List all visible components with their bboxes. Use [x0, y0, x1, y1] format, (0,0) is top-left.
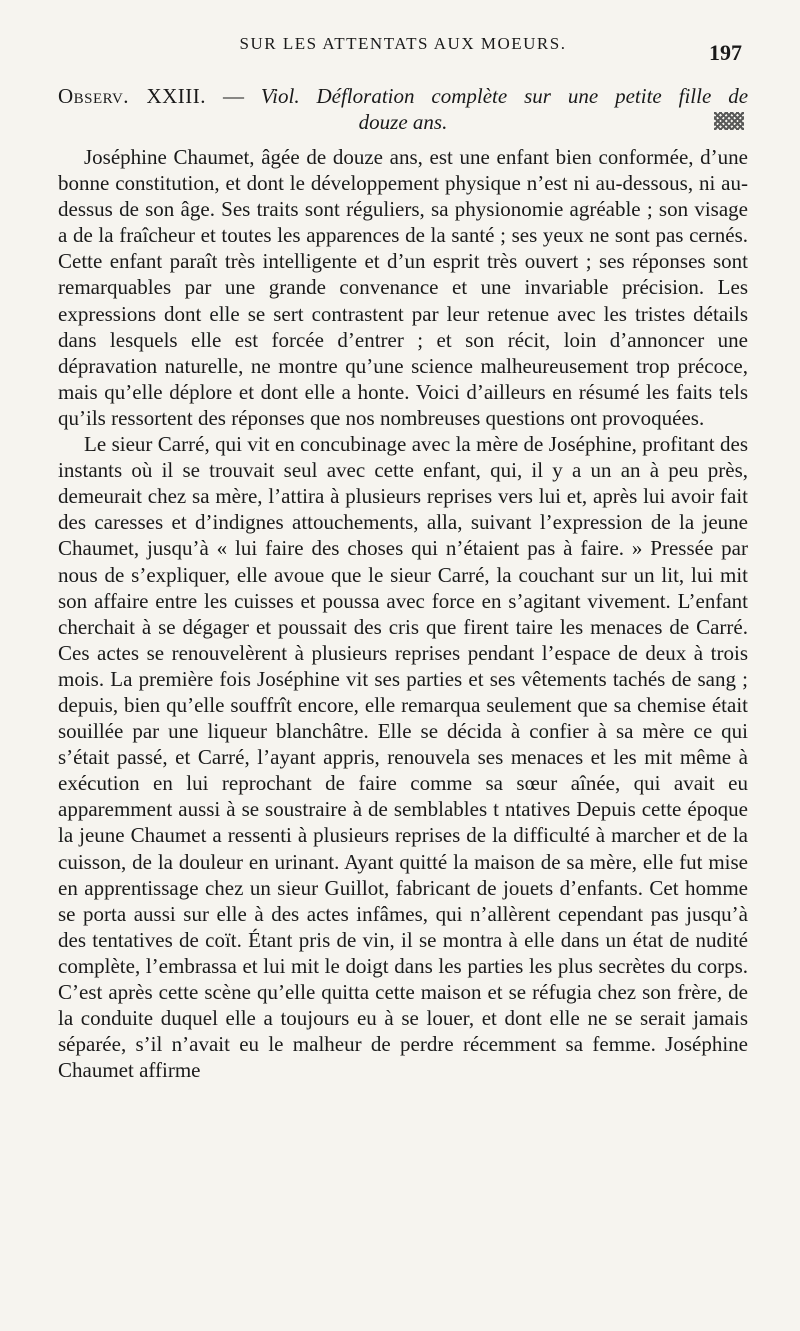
observation-heading	[58, 84, 748, 108]
paragraph-2: Le sieur Carré, qui vit en concubinage avec la mère de Joséphine, profitant des instants où il se trouvait seul avec cette enfant, qui, il y a un an à peu près, demeurait chez sa mère, l’attira à plusieurs reprises vers lui et, après lui avoir fait des caresses et d’indignes attouchements, alla, suivant l’expression de la jeune Chaumet, jusqu’à « lui faire des choses qui n’étaient pas à faire. » Pressée par nous de s’expliquer, elle avoue que le sieur Carré, la couchant sur un lit, lui mit son affaire entre les cuisses et poussa avec force en s’agitant vivement. L’enfant cherchait à se dégager et poussait des cris que firent taire les menaces de Carré. Ces actes se renouvelèrent à plusieurs reprises pendant l’espace de deux à trois mois. La première fois Joséphine vit ses parties et ses vêtements tachés de sang ; depuis, bien qu’elle souffrît encore, elle remarqua seulement que sa chemise était souillée par une liqueur blanchâtre. Elle se décida à confier à sa mère ce qui s’était passé, et Carré, l’ayant appris, renouvela ses menaces et les mit même à exécution en lui reprochant de faire comme sa sœur aînée, qui avait eu apparemment aussi à se soustraire à de semblables t ntatives Depuis cette époque la jeune Chaumet a ressenti à plusieurs reprises de la difficulté à marcher et de la cuisson, de la douleur en urinant. Ayant quitté la maison de sa mère, elle fut mise en apprentissage chez un sieur Guillot, fabricant de jouets d’enfants. Cet homme se porta aussi sur elle à des actes infâmes, qui n’allèrent cependant pas jusqu’à des tentatives de coït. Étant pris de vin, il se montra à elle dans un état de nudité complète, l’embrassa et lui mit le doigt dans les parties les plus secrètes du corps. C’est après cette scène qu’elle quitta cette maison et se réfugia chez son frère, de la conduite duquel elle a toujours eu à se louer, et dont elle ne se serait jamais séparée, s’il n’avait eu le malheur de perdre récemment sa femme. Joséphine Chaumet affirme	[58, 432, 748, 1083]
printer-ornament-icon	[714, 112, 744, 130]
observation-title-line1: Viol. Défloration complète sur une petite fille de	[260, 84, 749, 108]
running-title: SUR LES ATTENTATS AUX MOEURS.	[239, 34, 567, 53]
observation-label: Observ. XXIII.	[58, 84, 207, 108]
heading-dash: —	[222, 84, 244, 108]
observation-title-line2: douze ans.	[358, 110, 448, 134]
paragraph-1: Joséphine Chaumet, âgée de douze ans, est une enfant bien conformée, d’une bonne constitution, et dont le développement physique n’est ni au-dessous, ni au-dessus de son âge. Ses traits sont réguliers, sa physionomie agréable ; son visage a de la fraîcheur et toutes les apparences de la santé ; ses yeux ne sont pas cernés. Cette enfant paraît très intelligente et d’un esprit très ouvert ; ses réponses sont remarquables par une grande convenance et une invariable précision. Les expressions dont elle se sert contrastent par leur retenue avec les tristes détails dans lesquels elle est forcée d’entrer ; et son récit, loin d’annoncer une dépravation naturelle, ne montre qu’une science malheureusement trop précoce, mais qu’elle déplore et dont elle a honte. Voici d’ailleurs en résumé les faits tels qu’ils ressortent des réponses que nos nombreuses questions ont provoquées.	[58, 145, 748, 430]
running-head	[58, 30, 748, 70]
body-text	[58, 144, 748, 1083]
page-number: 197	[709, 40, 742, 65]
observation-title-line2-wrap	[58, 110, 748, 134]
